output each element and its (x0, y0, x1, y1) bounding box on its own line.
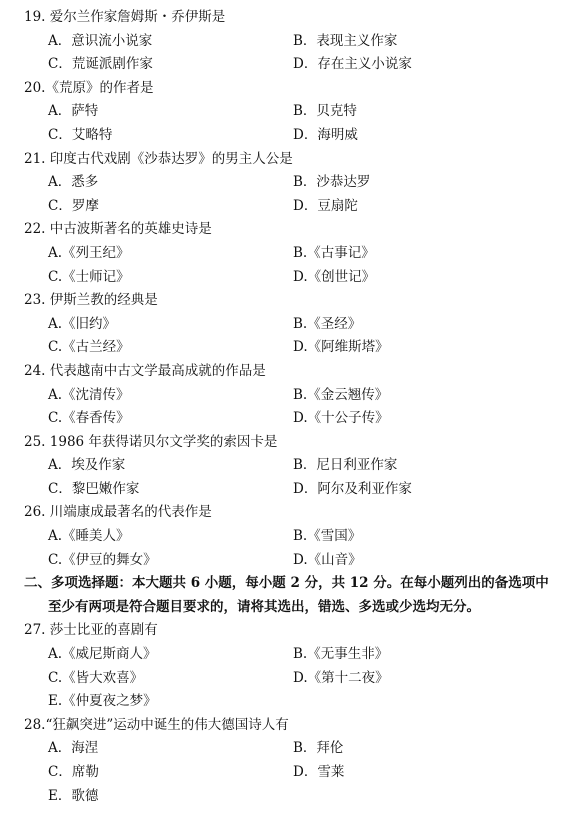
option-d: D．存在主义小说家 (293, 56, 412, 73)
option-b: B．贝克特 (293, 103, 357, 120)
options-row (0, 266, 577, 290)
options-row (0, 53, 577, 77)
question-stem: 19. 爱尔兰作家詹姆斯・乔伊斯是 (24, 9, 226, 25)
option-e: E.《仲夏夜之梦》 (48, 693, 157, 710)
question-stem: 23. 伊斯兰教的经典是 (24, 292, 158, 309)
option-c: C.《士师记》 (48, 268, 130, 285)
options-row (0, 667, 577, 691)
option-d: D.《第十二夜》 (293, 669, 389, 686)
option-a: A.《旧约》 (48, 315, 117, 332)
options-row (0, 761, 577, 785)
option-b: B．表现主义作家 (293, 32, 398, 49)
question-stem: 21. 印度古代戏剧《沙恭达罗》的男主人公是 (24, 150, 293, 167)
option-a: A．萨特 (48, 103, 99, 120)
question-stem: 20.《荒原》的作者是 (24, 79, 154, 96)
options-row (0, 525, 577, 549)
option-d: D．阿尔及利亚作家 (293, 480, 412, 497)
option-c: C．席勒 (48, 764, 99, 780)
option-d: D．海明威 (293, 126, 358, 143)
option-a: A.《睡美人》 (48, 528, 130, 545)
options-row (0, 242, 577, 266)
option-a: A.《沈清传》 (48, 386, 130, 403)
option-b: B．尼日利亚作家 (293, 457, 398, 474)
options-row (0, 30, 577, 54)
option-b: B.《古事记》 (293, 244, 375, 261)
option-a: A．埃及作家 (48, 457, 126, 474)
option-d: D.《阿维斯塔》 (293, 339, 389, 356)
option-c: C.《皆大欢喜》 (48, 669, 144, 686)
options-row (0, 100, 577, 124)
option-c: C．黎巴嫩作家 (48, 480, 140, 497)
options-row (0, 384, 577, 408)
option-d: D.《创世记》 (293, 268, 376, 285)
options-row (0, 124, 577, 148)
option-d: D．雪莱 (293, 764, 345, 780)
option-e: E．歌德 (48, 787, 99, 804)
option-b: B．拜伦 (293, 740, 344, 757)
option-a: A．意识流小说家 (48, 32, 153, 49)
option-a: A．悉多 (48, 174, 99, 191)
question-stem: 28.“狂飙突进”运动中诞生的伟大德国诗人有 (24, 716, 289, 733)
option-b: B.《无事生非》 (293, 646, 389, 663)
options-row (0, 313, 577, 337)
options-row (0, 336, 577, 360)
option-a: A.《列王纪》 (48, 244, 130, 261)
option-d: D.《山音》 (293, 551, 362, 568)
section-header: 二、多项选择题：本大题共 6 小题，每小题 2 分，共 12 分。在每小题列出的备选项中 (24, 575, 549, 592)
option-b: B.《金云翘传》 (293, 386, 389, 403)
question-stem: 26. 川端康成最著名的代表作是 (24, 504, 212, 521)
option-b: B.《雪国》 (293, 528, 362, 545)
options-row (0, 171, 577, 195)
option-c: C.《古兰经》 (48, 339, 130, 356)
option-c: C.《伊豆的舞女》 (48, 551, 157, 568)
question-stem: 25. 1986 年获得诺贝尔文学奖的索因卡是 (24, 433, 278, 450)
option-c: C.《春香传》 (48, 410, 130, 427)
options-row (0, 549, 577, 573)
section-header-continued: 至少有两项是符合题目要求的，请将其选出，错选、多选或少选均无分。 (48, 598, 480, 615)
option-d: D．豆扇陀 (293, 197, 358, 214)
option-a: A．海涅 (48, 740, 99, 757)
option-b: B.《圣经》 (293, 315, 362, 332)
option-c: C．罗摩 (48, 197, 99, 214)
question-stem: 22. 中古波斯著名的英雄史诗是 (24, 221, 212, 238)
options-row (0, 690, 577, 714)
option-d: D.《十公子传》 (293, 410, 389, 427)
question-stem: 27. 莎士比亚的喜剧有 (24, 622, 158, 639)
question-stem: 24. 代表越南中古文学最高成就的作品是 (24, 362, 266, 379)
option-c: C．艾略特 (48, 126, 113, 143)
option-a: A.《威尼斯商人》 (48, 646, 157, 663)
options-row (0, 785, 577, 809)
options-row (0, 478, 577, 502)
option-c: C．荒诞派剧作家 (48, 56, 153, 73)
options-row (0, 454, 577, 478)
options-row (0, 643, 577, 667)
options-row (0, 195, 577, 219)
option-b: B．沙恭达罗 (293, 174, 371, 191)
options-row (0, 407, 577, 431)
options-row (0, 737, 577, 761)
